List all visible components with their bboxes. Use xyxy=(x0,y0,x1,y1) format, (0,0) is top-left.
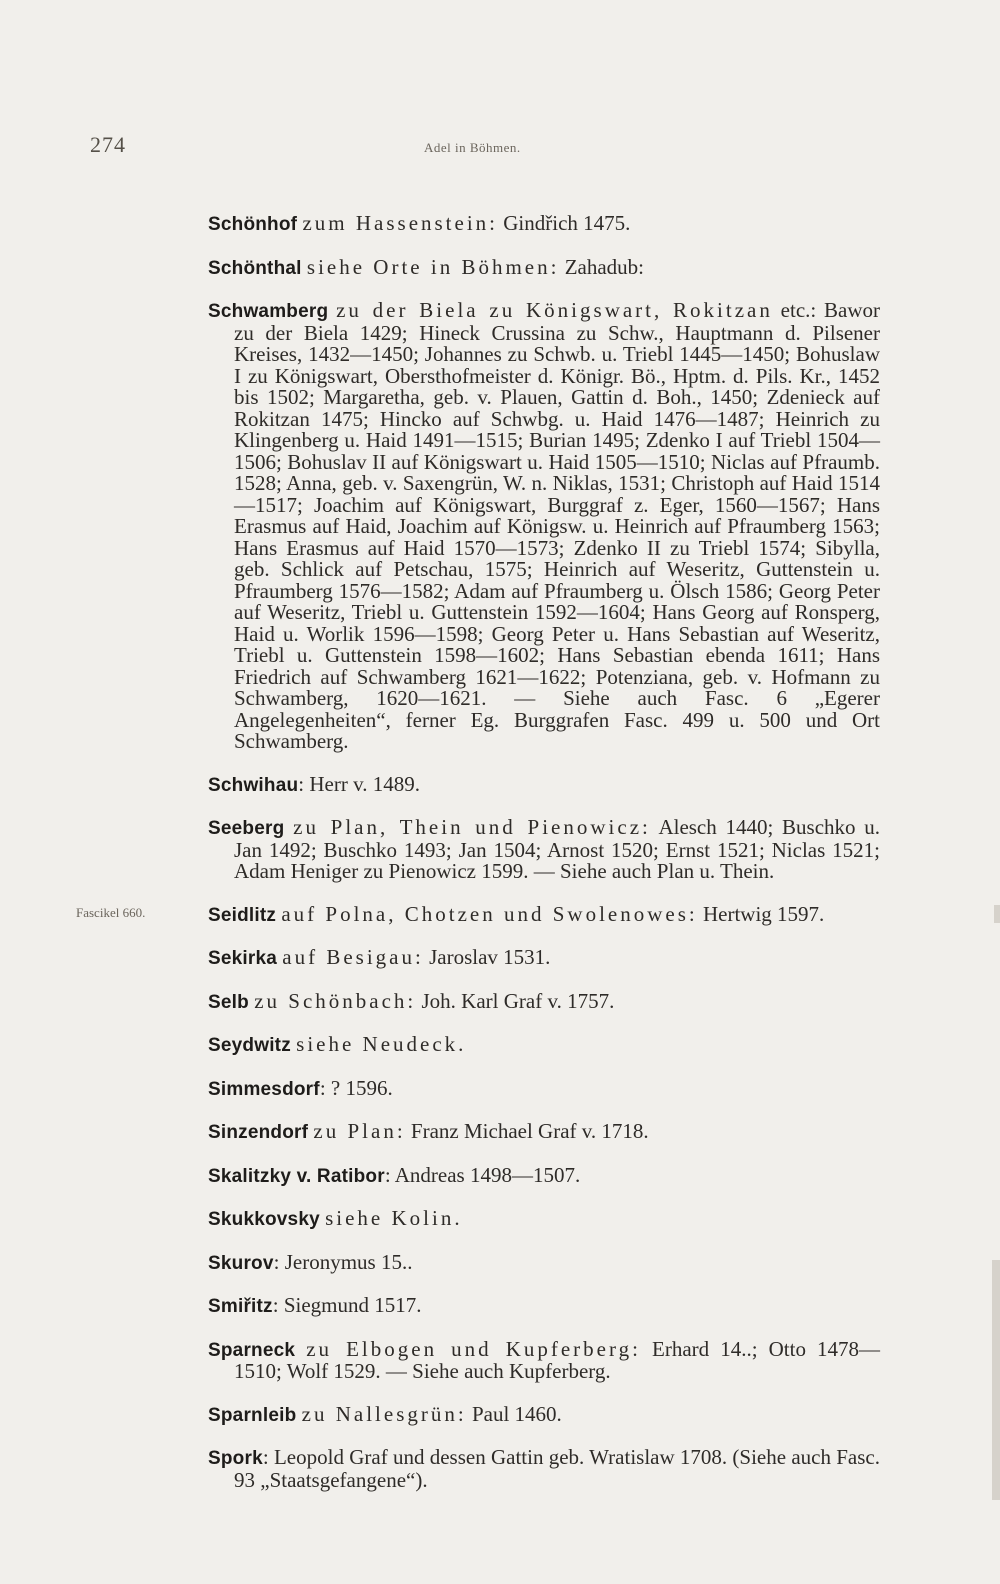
entry-place: zum Hassenstein: xyxy=(302,211,499,235)
entry-sekirka xyxy=(200,947,880,970)
entry-place: zu Schönbach: xyxy=(254,988,417,1013)
entry-place: siehe Kolin. xyxy=(325,1206,463,1230)
entry-text: Franz Michael Graf v. 1718. xyxy=(410,1119,649,1143)
entry-text: Zahadub: xyxy=(564,254,644,279)
entry-schwihau xyxy=(200,771,880,797)
entry-text: Jaroslav 1531. xyxy=(429,945,551,969)
entry-smiritz xyxy=(200,1295,880,1318)
entry-name: Selb xyxy=(208,991,249,1013)
entry-name: Skurov xyxy=(208,1252,274,1274)
entry-text: Joh. Karl Graf v. 1757. xyxy=(421,988,615,1013)
entry-name: Schwihau xyxy=(208,774,299,796)
entry-text: : Herr v. 1489. xyxy=(298,771,420,796)
entry-place: zu Plan: xyxy=(313,1119,406,1143)
entry-place: auf Polna, Chotzen und Swolenowes: xyxy=(281,901,698,926)
entry-text: Gindřich 1475. xyxy=(503,211,631,235)
entry-name: Sinzendorf xyxy=(208,1122,309,1143)
page-edge-mark xyxy=(994,905,1000,923)
entry-text: : ? 1596. xyxy=(319,1075,393,1100)
entry-name: Sparneck xyxy=(208,1339,296,1361)
entry-place: zu Nallesgrün: xyxy=(301,1401,467,1426)
entry-selb xyxy=(200,988,880,1014)
entry-name: Skukkovsky xyxy=(208,1209,320,1230)
entry-name: Schönthal xyxy=(208,257,302,279)
entry-name: Seeberg xyxy=(208,818,285,839)
margin-note: Fascikel 660. xyxy=(76,905,146,920)
entry-text: Erhard 14..; Otto 1478—1510; Wolf 1529. — Siehe auch Kupferberg. xyxy=(234,1336,881,1383)
entry-sparnleib xyxy=(200,1401,880,1427)
entry-place: zu Plan, Thein und Pienowicz: xyxy=(293,815,651,839)
entry-name: Spork xyxy=(208,1448,263,1469)
entry-place: zu Elbogen und Kupferberg: xyxy=(306,1336,641,1361)
entry-schwamberg xyxy=(200,300,880,753)
entry-name: Smiřitz xyxy=(208,1296,273,1317)
entry-seeberg xyxy=(200,817,880,883)
entry-text: : Andreas 1498—1507. xyxy=(384,1162,581,1187)
entry-name: Seidlitz xyxy=(208,904,277,926)
entry-spork xyxy=(200,1447,880,1491)
entry-seidlitz xyxy=(200,901,880,927)
entry-place: siehe Orte in Böhmen: xyxy=(306,254,560,279)
page-number: 274 xyxy=(90,132,126,157)
entry-text: Hertwig 1597. xyxy=(702,901,825,926)
entry-simmesdorf xyxy=(200,1075,880,1101)
entry-text: : Leopold Graf und dessen Gattin geb. Wratislaw 1708. (Siehe auch Fasc. 93 „Staatsgefangene“). xyxy=(234,1445,880,1492)
entry-name: Simmesdorf xyxy=(208,1078,320,1100)
running-head: Adel in Böhmen. xyxy=(424,140,521,155)
page-edge-shadow xyxy=(992,1260,1000,1500)
entry-place: zu der Biela zu Königswart, Rokitzan xyxy=(336,298,773,322)
entry-schoenhof xyxy=(200,213,880,236)
entry-sinzendorf xyxy=(200,1121,880,1144)
entry-skurov xyxy=(200,1249,880,1275)
entry-skalitzky xyxy=(200,1162,880,1188)
entry-text: etc.: Bawor zu der Biela 1429; Hineck Crussina zu Schw., Hauptmann d. Pilsener Kreises, 1432—1450; Johannes zu Schwb. u. Triebl 1445—1450; Bohuslaw I zu Königswart, Obersthofmeister d. Königr. Bö., Hptm. d. Pils. Kr., 1452 bis 1502; Margaretha, geb. v. Plauen, Gattin d. Boh., 1450; Zdenieck auf Rokitzan 1475; Hincko auf Schwbg. u. Haid 1476—1487; Heinrich zu Klingenberg u. Haid 1491—1515; Burian 1495; Zdenko I auf Triebl 1504—1506; Bohuslav II auf Königswart u. Haid 1505—1510; Niclas auf Pfraumb. 1528; Anna, geb. v. Saxengrün, W. n. Niklas, 1531; Christoph auf Haid 1514—1517; Joachim auf Königswart, Burggraf z. Eger, 1560—1567; Hans Erasmus auf Haid, Joachim auf Königsw. u. Heinrich auf Pfraumberg 1563; Hans Erasmus auf Haid 1570—1573; Zdenko II zu Triebl 1574; Sibylla, geb. Schlick auf Petschau, 1575; Heinrich auf Weseritz, Guttenstein u. Pfraumberg 1576—1582; Adam auf Pfraumberg u. Ölsch 1586; Georg Peter auf Weseritz, Triebl u. Guttenstein 1592—1604; Hans Georg auf Ronsperg, Haid u. Worlik 1596—1598; Georg Peter u. Hans Sebastian auf Weseritz, Triebl u. Guttenstein 1598—1602; Hans Sebastian ebenda 1611; Hans Friedrich auf Schwamberg 1621—1622; Potenziana, geb. v. Hofmann zu Schwamberg, 1620—1621. — Siehe auch Fasc. 6 „Egerer Angelegenheiten“, ferner Eg. Burggrafen Fasc. 499 u. 500 und Ort Schwamberg. xyxy=(234,298,881,753)
entry-skukkovsky xyxy=(200,1208,880,1231)
entry-schoenthal xyxy=(200,254,880,280)
entry-text: : Siegmund 1517. xyxy=(272,1293,422,1317)
entry-name: Skalitzky v. Ratibor xyxy=(208,1165,385,1187)
entry-place: siehe Neudeck. xyxy=(296,1032,467,1056)
entry-text: Paul 1460. xyxy=(471,1401,562,1426)
entry-list xyxy=(200,192,880,1494)
entry-sparneck xyxy=(200,1336,881,1383)
entry-name: Sekirka xyxy=(208,948,278,969)
entry-text: : Jeronymus 15.. xyxy=(273,1249,413,1274)
entry-seydwitz xyxy=(200,1034,880,1057)
entry-text: Alesch 1440; Buschko u. Jan 1492; Buschko 1493; Jan 1504; Arnost 1520; Ernst 1521; Niclas 1521; Adam Heniger zu Pienowicz 1599. — Siehe auch Plan u. Thein. xyxy=(234,815,881,883)
entry-place: auf Besigau: xyxy=(282,945,424,969)
entry-name: Seydwitz xyxy=(208,1035,291,1056)
entry-name: Schwamberg xyxy=(208,301,329,322)
entry-name: Schönhof xyxy=(208,214,298,235)
entry-name: Sparnleib xyxy=(208,1404,297,1426)
